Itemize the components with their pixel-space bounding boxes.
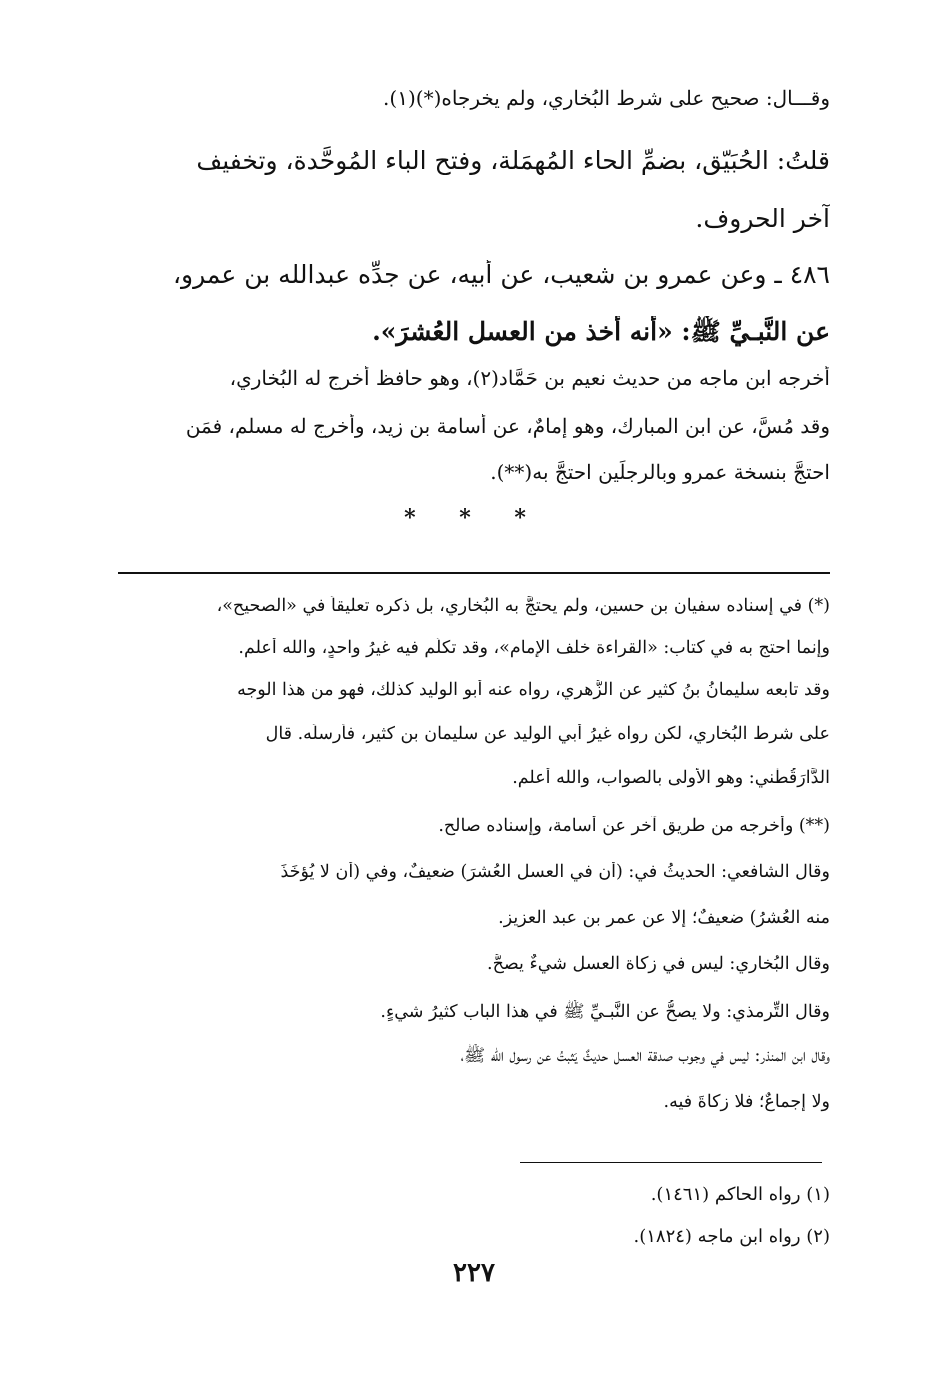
- page-number: ٢٢٧: [453, 1258, 495, 1288]
- hadith-486-line-1: ٤٨٦ ـ وعن عمرو بن شعيب، عن أبيه، عن جدِّه عبدالله بن عمرو،: [172, 260, 830, 289]
- hakim-verdict-line: وقـــال: صحيح على شرط البُخاري، ولم يخرجاه(*)(١).: [383, 86, 830, 110]
- note1-line-4: على شرط البُخاري، لكن رواه غيرُ أبي الوليد عن سليمان بن كثير، فأرسلَه. قال: [265, 724, 830, 744]
- note2-line-6: وقال ابن المنذر: ليس في وجوب صدقة العسل حديثٌ يَثبتُ عن رسول الله ﷺ،: [460, 1046, 830, 1066]
- footnote-separator: [520, 1162, 822, 1163]
- note2-line-7: ولا إجماعٌ؛ فلا زكاةَ فيه.: [663, 1092, 830, 1112]
- hadith-486-line-2: عن النَّبـيِّ ﷺ: «أنه أخذ من العسل العُشرَ».: [372, 317, 830, 346]
- commentary-separator: [118, 572, 830, 574]
- note2-line-1: (**) وأخرجه من طريق آخر عن أسامة، وإسناده صالح.: [438, 816, 830, 836]
- takhrij-line-1: أخرجه ابن ماجه من حديث نعيم بن حَمَّاد(٢)، وهو حافظ أخرج له البُخاري،: [229, 366, 830, 390]
- note2-line-4: وقال البُخاري: ليس في زكاة العسل شيءٌ يصحُّ.: [487, 954, 830, 974]
- note1-line-3: وقد تابعه سليمانُ بنُ كثير عن الزُّهري، رواه عنه أبو الوليد كذلك، فهو من هذا الوجه: [237, 680, 830, 700]
- qultu-paragraph-line-1: قلتُ: الحُبَيّق، بضمِّ الحاء المُهمَلة، وفتح الباء المُوحَّدة، وتخفيف: [196, 146, 830, 175]
- footnote-1: (١) رواه الحاكم (١٤٦١).: [650, 1184, 830, 1205]
- note1-line-5: الدَّارَقُطْني: وهو الأَولى بالصواب، والله أعلم.: [512, 768, 830, 788]
- takhrij-line-3: احتجَّ بنسخة عمرو وبالرجلَينِ احتجَّ به(**).: [490, 460, 830, 484]
- note2-line-5: وقال التِّرمذي: ولا يصحُّ عن النَّبـيِّ ﷺ في هذا الباب كثيرُ شيءٍ.: [380, 1002, 830, 1022]
- note2-line-3: منه العُشرُ) ضعيفٌ؛ إلا عن عمر بن عبد العزيز.: [498, 908, 830, 928]
- takhrij-line-2: وقد مُسَّ، عن ابن المبارك، وهو إمامٌ، عن أسامة بن زيد، وأخرج له مسلم، فمَن: [185, 414, 830, 438]
- section-divider-stars: * * *: [404, 505, 544, 531]
- footnote-2: (٢) رواه ابن ماجه (١٨٢٤).: [633, 1226, 830, 1247]
- note1-line-2: وإنما احتج به في كتاب: «القراءة خلف الإمام»، وقد تكلَّم فيه غيرُ واحدٍ، والله أعلم.: [238, 638, 830, 658]
- qultu-paragraph-line-2: آخر الحروف.: [695, 204, 830, 233]
- note1-line-1: (*) في إسناده سفيان بن حسين، ولم يحتجَّ به البُخاري، بل ذكره تعليقاً في «الصحيح»،: [216, 596, 830, 616]
- note2-line-2: وقال الشافعي: الحديثُ في: (أن في العسل العُشرَ) ضعيفٌ، وفي (أن لا يُؤخَذَ: [280, 862, 830, 882]
